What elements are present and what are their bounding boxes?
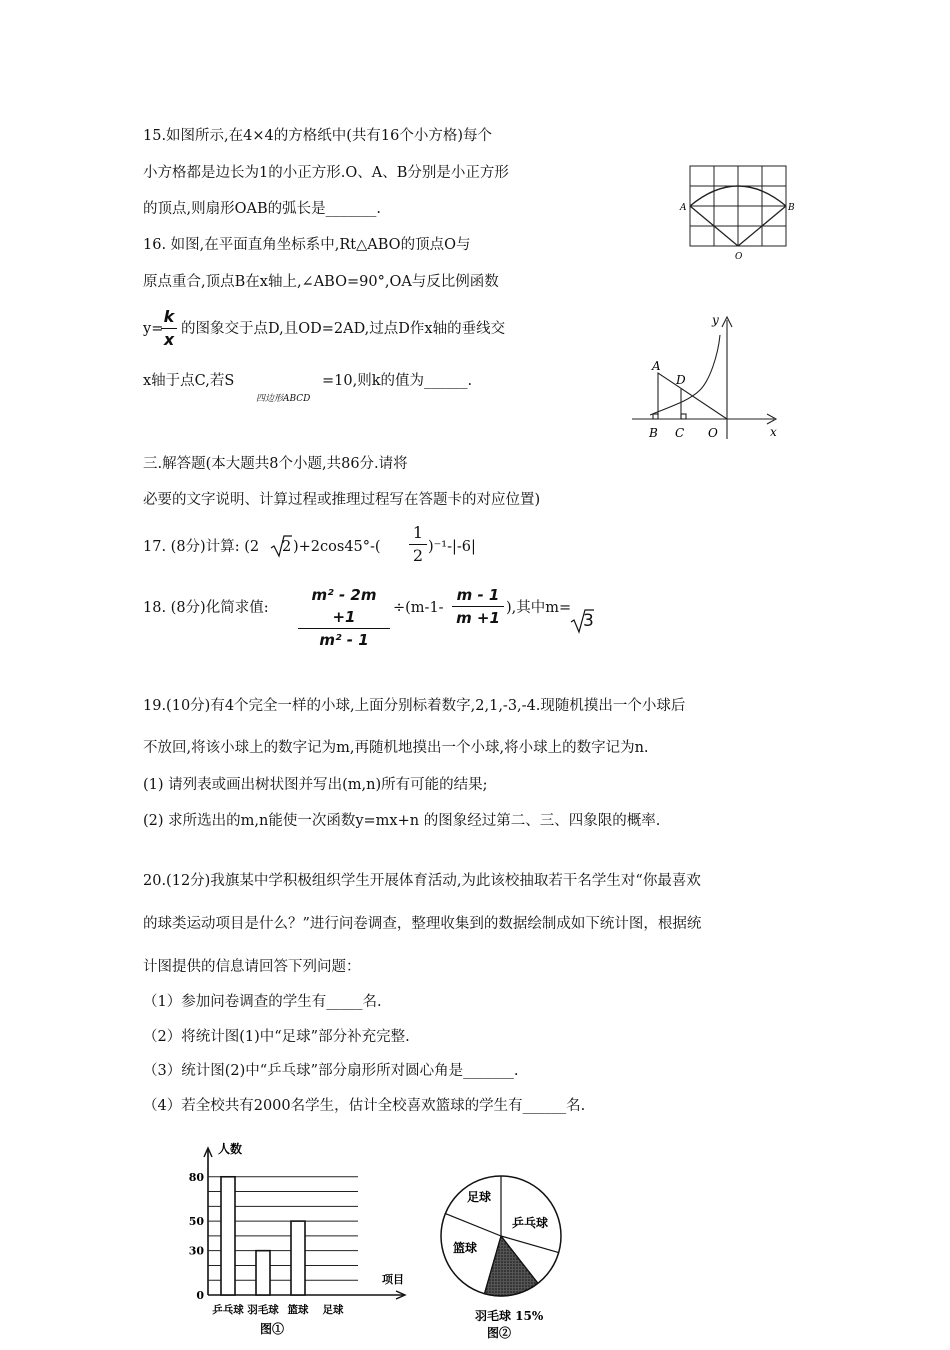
q15-line3: 的顶点,则扇形OAB的弧长是_______. [143,201,381,217]
q15-line1: 15.如图所示,在4×4的方格纸中(共有16个小方格)每个 [143,128,493,144]
q16-line4-pre: x轴于点C,若S [143,373,235,389]
bar-chart-ytick: 30 [188,1244,204,1258]
q16-label-o: O [708,426,718,440]
section3-heading-line2: 必要的文字说明、计算过程或推理过程写在答题卡的对应位置) [143,492,541,508]
q16-line2: 原点重合,顶点B在x轴上,∠ABO=90°,OA与反比例函数 [143,274,499,290]
bar-chart-ytick: 50 [188,1215,204,1229]
bar-chart-xlabel: 项目 [382,1273,404,1286]
q18-frac1-num: m² - 2m +1 [311,586,377,626]
q18-mid: ÷(m-1- [393,600,444,616]
bar-chart-category-label: 羽毛球 [247,1304,279,1316]
q16-frac-den: x [163,330,175,349]
bar-chart-bar-1 [256,1251,270,1295]
q20-line1: 20.(12分)我旗某中学积极组织学生开展体育活动,为此该校抽取若干名学生对“你最喜欢 [143,873,701,889]
q18-frac2-den: m +1 [456,609,500,627]
q16-label-y: y [712,313,719,327]
q16-label-b: B [649,426,658,440]
q16-line3-post: 的图象交于点D,且OD=2AD,过点D作x轴的垂线交 [181,321,506,337]
q18-fraction-2 [452,584,504,629]
q18-post: ),其中m= [506,600,572,616]
q16-coordinate-figure [630,310,800,445]
q20-line2: 的球类运动项目是什么？”进行问卷调查，整理收集到的数据绘制成如下统计图，根据统 [143,916,702,932]
q16-line1: 16. 如图,在平面直角坐标系中,Rt△ABO的顶点O与 [143,237,471,253]
section3-heading-line1: 三.解答题(本大题共8个小题,共86分.请将 [143,456,408,472]
q15-label-b: B [788,203,795,213]
q20-sub4: （4）若全校共有2000名学生，估计全校喜欢篮球的学生有______名. [143,1098,586,1114]
q19-line4: (2) 求所选出的m,n能使一次函数y=mx+n 的图象经过第二、三、四象限的概率. [143,813,661,829]
bar-chart-category-label: 乒乓球 [212,1304,244,1316]
pie-label-football: 足球 [467,1190,492,1204]
q18-pre: 18. (8分)化简求值: [143,600,269,616]
q15-line2: 小方格都是边长为1的小正方形.O、A、B分别是小正方形 [143,165,509,181]
q18-sqrt-arg: 3 [583,611,594,631]
bar-chart-ytick: 0 [196,1289,204,1302]
q16-label-a: A [652,359,661,373]
q18-frac2-num: m - 1 [456,586,500,604]
q16-line4-post: =10,则k的值为______. [322,373,473,389]
bar-chart-bar-2 [291,1221,305,1295]
q17-fraction-half [409,522,427,567]
pie-label-badminton: 羽毛球 15% [475,1309,544,1323]
q15-grid-figure [675,160,795,260]
pie-label-pingpong: 乒乓球 [512,1216,549,1230]
bar-chart-ytick: 80 [188,1170,204,1184]
q16-fraction-k-over-x [161,306,177,351]
q20-sub2: （2）将统计图(1)中“足球”部分补充完整. [143,1029,410,1045]
q16-line3-pre: y= [143,321,164,337]
q19-line3: (1) 请列表或画出树状图并写出(m,n)所有可能的结果; [143,777,488,793]
pie-label-basketball: 篮球 [453,1241,478,1255]
q16-label-d: D [676,373,686,387]
q17-mid: )+2cos45°-( [293,539,381,555]
bar-chart-bar-0 [221,1177,235,1295]
q15-label-a: A [680,203,687,213]
q18-fraction-1 [298,584,390,651]
q16-frac-num: k [163,307,175,326]
q17-frac-den: 2 [412,546,424,565]
q20-line3: 计图提供的信息请回答下列问题： [143,959,361,975]
q19-line1: 19.(10分)有4个完全一样的小球,上面分别标着数字,2,1,-3,-4.现随机摸出一个小球后 [143,698,686,714]
q20-sub1: （1）参加问卷调查的学生有_____名. [143,994,382,1010]
pie-chart-caption: 图② [487,1326,512,1340]
bar-chart-figure1 [180,1137,415,1337]
q17-sqrt-arg: 2 [282,539,292,555]
pie-chart-figure2 [435,1150,575,1350]
q15-label-o: O [735,252,743,262]
bar-chart-caption: 图① [260,1322,285,1336]
q17-pre: 17. (8分)计算: (2 [143,539,260,555]
bar-chart-category-label: 篮球 [287,1304,309,1316]
q17-frac-num: 1 [412,523,424,542]
bar-chart-category-label: 足球 [322,1304,344,1316]
pie-divider-4 [445,1214,501,1236]
q16-line4-subscript: 四边形ABCD [256,394,311,404]
q17-post: )⁻¹-|-6| [428,539,476,555]
q19-line2: 不放回,将该小球上的数字记为m,再随机地摸出一个小球,将小球上的数字记为n. [143,740,649,756]
q18-frac1-den: m² - 1 [319,631,369,649]
q16-label-c: C [675,426,685,440]
q20-sub3: （3）统计图(2)中“乒乓球”部分扇形所对圆心角是_______. [143,1063,519,1079]
q16-label-x: x [770,425,777,439]
bar-chart-title: 人数 [218,1142,243,1156]
